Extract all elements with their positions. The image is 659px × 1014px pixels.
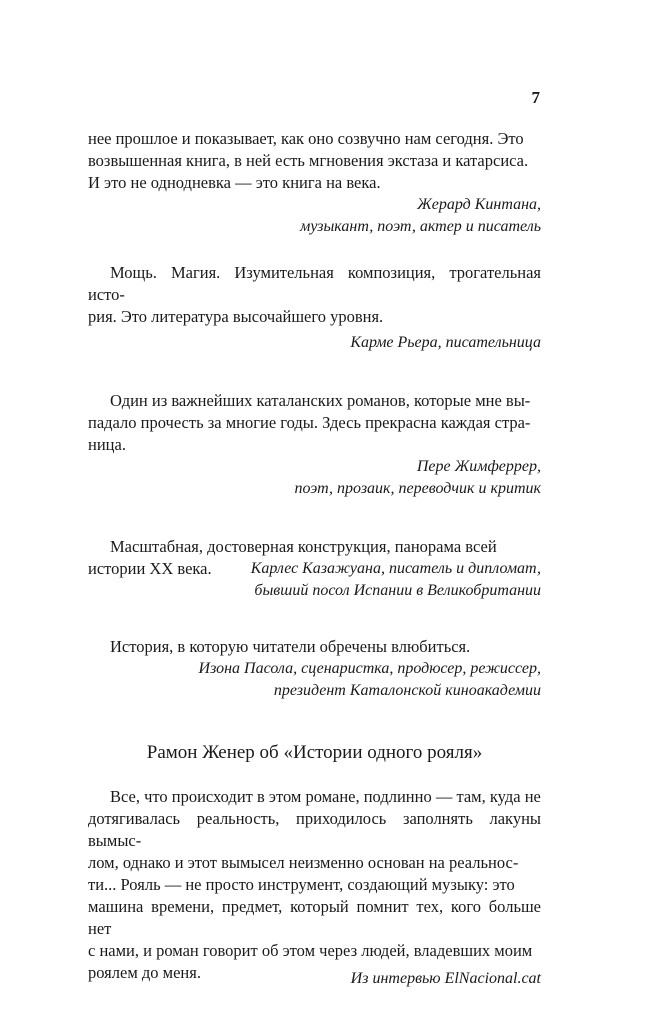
section-line: с нами, и роман говорит об этом через людей, владевших моим [88, 941, 533, 960]
section-attribution: Из интервью ElNacional.cat [350, 970, 541, 987]
quote-attribution: музыкант, поэт, актер и писатель [300, 218, 541, 235]
quote-line: падало прочесть за многие годы. Здесь прекрасна каждая стра- [88, 413, 531, 432]
section-line: ти... Рояль — не просто инструмент, создающий музыку: это [88, 875, 515, 894]
section-tail-row [88, 962, 541, 990]
page-number: 7 [531, 88, 540, 107]
quote-line: ница. [88, 435, 126, 454]
quote-line: Мощь. Магия. Изумительная композиция, трогательная исто- [88, 263, 541, 304]
quote-attribution: поэт, прозаик, переводчик и критик [294, 480, 541, 497]
quote-block [88, 390, 541, 500]
quote-line: Один из важнейших каталанских романов, которые мне вы- [110, 391, 531, 410]
quote-attribution: Изона Пасола, сценаристка, продюсер, режиссер, [198, 660, 541, 677]
section-line: машина времени, предмет, который помнит тех, кого больше нет [88, 897, 541, 938]
quote-line: возвышенная книга, в ней есть мгновения экстаза и катарсиса. [88, 151, 529, 170]
quote-line: История, в которую читатели обречены влюбиться. [110, 637, 471, 656]
quote-attribution: президент Каталонской киноакадемии [273, 682, 541, 699]
section-heading: Рамон Женер об «Истории одного рояля» [146, 742, 483, 763]
section-body [88, 786, 541, 990]
quote-tail-row [88, 558, 541, 580]
quote-line: Масштабная, достоверная конструкция, панорама всей [110, 537, 497, 556]
quote-line: нее прошлое и показывает, как оно созвучно нам сегодня. Это [88, 129, 524, 148]
quote-attribution: Карлес Казажуана, писатель и дипломат, [250, 560, 541, 577]
quote-line: истории XX века. [88, 559, 212, 578]
section-line: дотягивалась реальность, приходилось заполнять лакуны вымыс- [88, 809, 541, 850]
section-line: лом, однако и этот вымысел неизменно основан на реальнос- [88, 853, 519, 872]
page-content [88, 128, 541, 1014]
quote-block [88, 536, 541, 602]
quote-block [88, 636, 541, 702]
quote-attribution: Карме Рьера, писательница [350, 334, 541, 351]
quote-attribution: Жерард Кинтана, [417, 196, 541, 213]
quote-line: И это не однодневка — это книга на века. [88, 173, 381, 192]
quote-block [88, 262, 541, 354]
quote-attribution: бывший посол Испании в Великобритании [254, 582, 541, 599]
quote-line: рия. Это литература высочайшего уровня. [88, 307, 384, 326]
section-line: Все, что происходит в этом романе, подлинно — там, куда не [110, 787, 541, 806]
quote-block [88, 128, 541, 238]
section-line: роялем до меня. [88, 963, 201, 982]
quote-attribution: Пере Жимферрер, [416, 458, 541, 475]
